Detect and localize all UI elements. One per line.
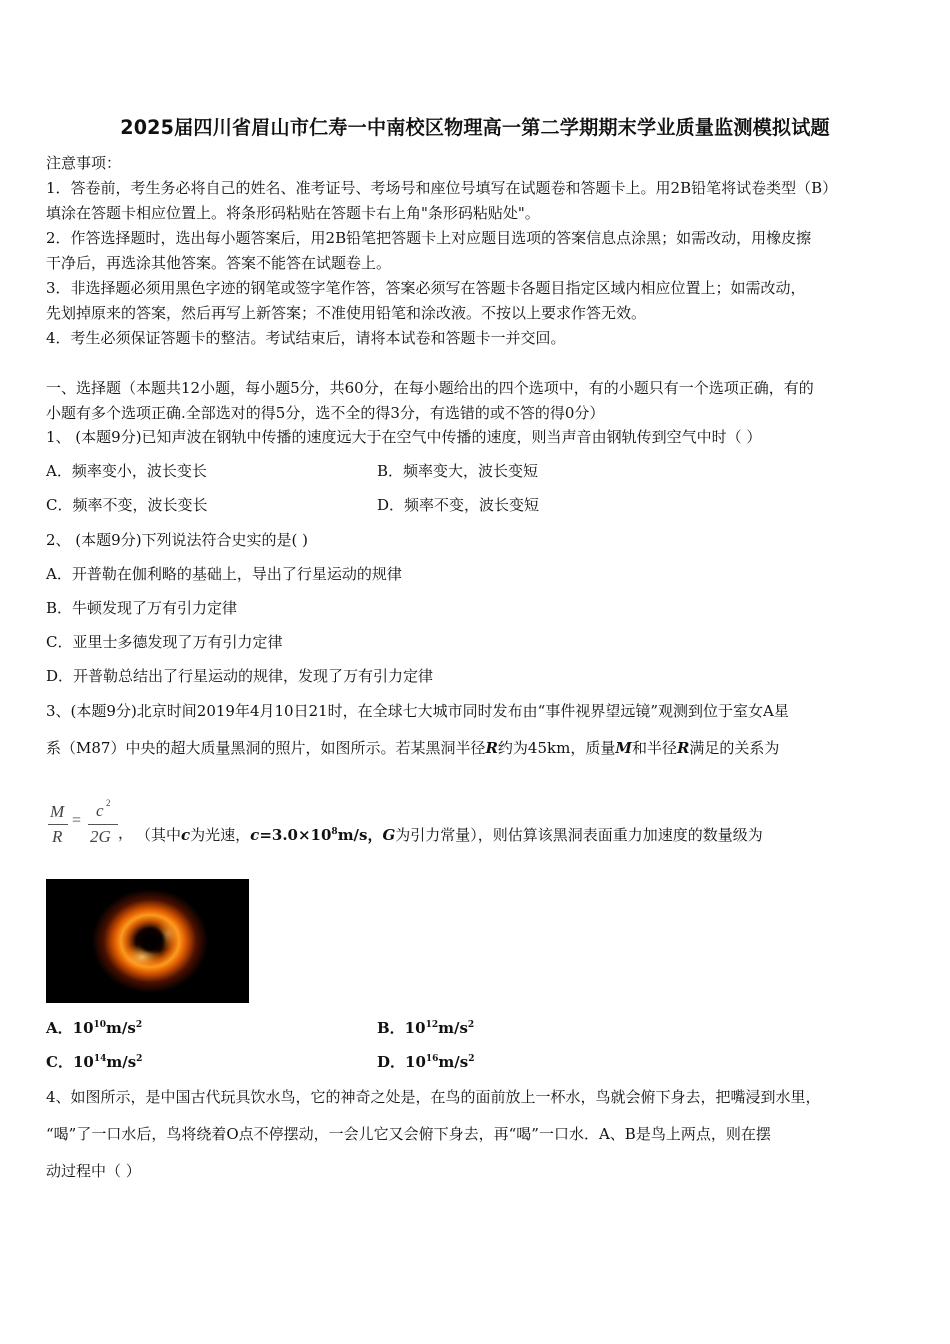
notice-line: 1．答卷前，考生务必将自己的姓名、准考证号、考场号和座位号填写在试题卷和答题卡上。用2B铅笔将试卷类型（B） xyxy=(46,179,838,197)
notice-line: 先划掉原来的答案，然后再写上新答案；不准使用铅笔和涂改液。不按以上要求作答无效。 xyxy=(46,304,647,322)
notice-line: 干净后，再选涂其他答案。答案不能答在试题卷上。 xyxy=(46,254,392,272)
q4-stem-line1: 4、如图所示，是中国古代玩具饮水鸟，它的神奇之处是，在鸟的面前放上一杯水，鸟就会俯下身去，把嘴浸到水里， xyxy=(46,1088,821,1106)
q4-stem-line2: “喝”了一口水后，鸟将绕着O点不停摆动，一会儿它又会俯下身去，再“喝”一口水．A、B是鸟上两点，则在摆 xyxy=(46,1125,771,1143)
q2-option-a: A．开普勒在伽利略的基础上，导出了行星运动的规律 xyxy=(46,565,402,583)
mass-radius-formula: M R = c 2 2G xyxy=(46,800,126,852)
notice-line: 填涂在答题卡相应位置上。将条形码粘贴在答题卡右上角"条形码粘贴处"。 xyxy=(46,204,540,222)
q2-stem: 2、 (本题9分)下列说法符合史实的是( ) xyxy=(46,531,309,549)
q1-option-b: B．频率变大，波长变短 xyxy=(377,462,539,480)
formula-comma: ， xyxy=(118,824,134,842)
notice-line: 2．作答选择题时，选出每小题答案后，用2B铅笔把答题卡上对应题目选项的答案信息点涂黑；如需改动，用橡皮擦 xyxy=(46,229,812,247)
q3-option-d: D．$10^{16}m/s^2$ xyxy=(377,1053,475,1071)
q1-option-a: A．频率变小，波长变长 xyxy=(46,462,207,480)
q3-option-a: A．$10^{10}m/s^2$ xyxy=(46,1019,143,1037)
q3-formula-note: （其中c为光速，$c=3.0\times 10^8m/s$，G为引力常量），则估算该黑洞表面重力加速度的数量级为 xyxy=(136,826,763,844)
black-hole-photo xyxy=(46,879,249,1003)
q3-option-b: B．$10^{12}m/s^2$ xyxy=(377,1019,475,1037)
q1-option-c: C．频率不变，波长变长 xyxy=(46,496,208,514)
q2-option-b: B．牛顿发现了万有引力定律 xyxy=(46,599,238,617)
q3-stem-line1: 3、(本题9分)北京时间2019年4月10日21时，在全球七大城市同时发布由“事件视界望远镜”观测到位于室女A星 xyxy=(46,702,789,720)
q2-option-c: C．亚里士多德发现了万有引力定律 xyxy=(46,633,283,651)
section-heading-cont: 小题有多个选项正确.全部选对的得5分，选不全的得3分，有选错的或不答的得0分） xyxy=(46,404,605,422)
q1-stem: 1、 (本题9分)已知声波在钢轨中传播的速度远大于在空气中传播的速度，则当声音由钢轨传到空气中时（ ） xyxy=(46,428,762,446)
q3-stem-line2: 系（M87）中央的超大质量黑洞的照片，如图所示。若某黑洞半径R约为45km，质量M和半径R满足的关系为 xyxy=(46,739,780,757)
q1-option-d: D．频率不变，波长变短 xyxy=(377,496,540,514)
page-title: 2025届四川省眉山市仁寿一中南校区物理高一第二学期期末学业质量监测模拟试题 xyxy=(120,116,830,139)
q3-option-c: C．$10^{14}m/s^2$ xyxy=(46,1053,143,1071)
black-hole-image-icon xyxy=(46,879,249,1003)
notice-heading: 注意事项： xyxy=(46,154,122,172)
notice-line: 3．非选择题必须用黑色字迹的钢笔或签字笔作答，答案必须写在答题卡各题目指定区域内相应位置上；如需改动， xyxy=(46,279,806,297)
section-heading: 一、选择题（本题共12小题，每小题5分，共60分，在每小题给出的四个选项中，有的小题只有一个选项正确，有的 xyxy=(46,379,814,397)
q4-stem-line3: 动过程中（ ） xyxy=(46,1162,141,1180)
q2-option-d: D．开普勒总结出了行星运动的规律，发现了万有引力定律 xyxy=(46,667,434,685)
notice-line: 4．考生必须保证答题卡的整洁。考试结束后，请将本试卷和答题卡一并交回。 xyxy=(46,329,566,347)
